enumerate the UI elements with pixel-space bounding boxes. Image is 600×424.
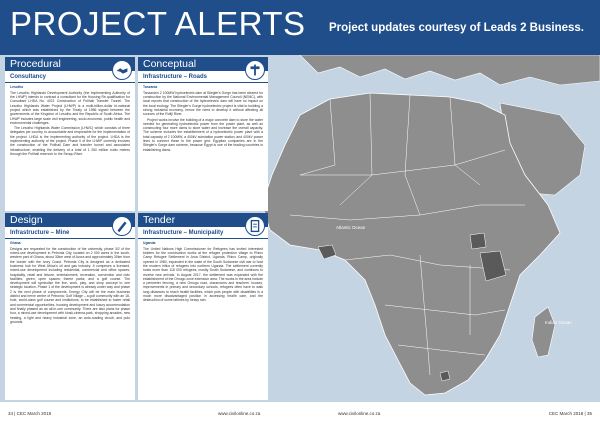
footer-left: 34 | CEC March 2018: [8, 411, 52, 416]
procedural-paragraph: The Lesotho Highlands Development Authority (the implementing Authority of the LHWP) intends to contract a consultant for the Housing Re-qualification for Consultant LHDA No. 4021 Construction of Polihali Transfer Tunnel. The Lesotho Highlands Water Project (LHWP) is a multi-billion-dollar bi-national project which was established by the Treaty of 1986 signed between the governments of the Kingdom of Lesotho and the Republic of South Africa. The LHWP includes large scale civil engineering, socio-economic, public health and environmental challenges.: [10, 90, 130, 125]
design-title: Design: [5, 213, 135, 227]
conceptual-paragraph: Tanzania's 2 100MW hydroelectric dam at Stiegler's Gorge has been cleared for construction by the National Environmental Management Council (NEMC), with local reports that construction of the hydroelectric dam will have no impact on the local ecology. The Stiegler's Gorge hydroelectric project is vital to building a strong industrial economy, hence the need to develop it without affecting all sources of the Rufiji River.: [143, 90, 263, 117]
tender-panel: [138, 213, 268, 400]
conceptual-panel: [138, 57, 268, 211]
page-subtitle: Project updates courtesy of Leads 2 Business.: [329, 22, 584, 34]
tender-category: Infrastructure – Municipality: [138, 227, 268, 239]
pencil-ruler-icon: [112, 216, 132, 236]
lesotho-region: [440, 371, 450, 381]
design-country: Ghana: [10, 241, 21, 245]
conceptual-paragraph: Project works involve the building of a major concrete dam to store the water needed for generating hydroelectric power from the power plant, as well as constructing four more dams to store water and increase the overall capacity. The scheme includes the establishment of a hydroelectric power plant with a total capacity of 2 100MW, a 400kV substation power station, and 400kV power lines to connect these to the power grid. Egyptian companies are in the Stiegler's Gorge dam scheme, because Egypt is one of the leading countries in establishing dams.: [143, 117, 263, 152]
footer-url-right[interactable]: www.civilonline.co.za: [338, 411, 381, 416]
procedural-title: Procedural: [5, 57, 135, 71]
procedural-category: Consultancy: [5, 71, 135, 83]
document-icon: [245, 216, 265, 236]
conceptual-country: Tanzania: [143, 85, 158, 89]
uganda-region: [470, 233, 486, 249]
header-banner: [0, 0, 600, 55]
procedural-paragraph: The Lesotho Highlands Water Commission (LHWC) which consists of three delegates per country, to accountable and responsible for the implementation of the project. LHDA is the implementing authority of the project. LHDA is the implementing authority of the project. Phase II of the LHWP currently involves the construction of the Polihali Dam and transfer tunnel and associated infrastructure, enabling the delivery of a total of 1 260 million cubic metres through the Polihali reservoir to the Senqu River.: [10, 126, 130, 156]
page-footer: [0, 402, 600, 424]
page-title: PROJECT ALERTS: [10, 5, 306, 42]
indian-ocean-label: Indian Ocean: [545, 320, 572, 325]
design-paragraph: Designs are requested for the construction of the university, phase 3/2 of the mixed-use development in Petronia City, located on 2 000 acres in the south-western part of Ghana, about 30km west of Accra and approximately 30km from the border with the Ivory Coast. Petronia City is designed as a dedicated business hub for West Africa's oil and gas industry. It comprises a licensed, mixed-use development including residential, commercial and office spaces; hospitality, retail and leisure, entertainment, recreation, convention and civic facilities; green, open spaces; theme parks; and a golf course. The development will symbolise the live, work, play, and shop concept to one strategic location. Phase 1 of the development is already under way and phase 2 is the next phase of components. Energy City will be the main business district and nerve centre of Petronia; Golf Village – a golf community with an 18-hole, world-class golf course and institutions; to be established to foster retail and commercial opportunities, housing development and luxury accommodation and finally phased as an all-in-one community. There are also plans for phase four, a mixed-use development with kiosk-cinema-park, shopping arcades, new heating, a light and heavy industrial zone, an auto-roading circuit, and polo grounds.: [10, 246, 130, 324]
procedural-panel: [5, 57, 135, 211]
footer-right: CEC March 2018 | 35: [548, 411, 592, 416]
tender-country: Uganda: [143, 241, 156, 245]
handshake-icon: [112, 60, 132, 80]
design-category: Infrastructure – Mine: [5, 227, 135, 239]
tender-title: Tender: [138, 213, 268, 227]
procedural-country: Lesotho: [10, 85, 24, 89]
design-panel: [5, 213, 135, 400]
footer-url-left[interactable]: www.civilonline.co.za: [218, 411, 261, 416]
conceptual-category: Infrastructure – Roads: [138, 71, 268, 83]
conceptual-body: [143, 85, 263, 209]
procedural-body: [10, 85, 130, 209]
conceptual-title: Conceptual: [138, 57, 268, 71]
road-sign-icon: [245, 60, 265, 80]
tender-paragraph: The United Nations High Commissioner for Refugees has invited interested bidders for the construction works at the refugee protection village to Rhino Camp Refugee Settlement in Arua District, Uganda. Rhino Camp, originally opened in 1980, expanded in the wake of the South Sudanese civil war to host the modern influx of refugees into northern Uganda. The settlement currently hosts more than 118 000 refugees, mostly South Sudanese, and continues to receive new arrivals. In August 2017, the settlement was expanded with the establishment of the Omugo zone extension area. The works in the area include a perimeter fencing, a new Omugo road, classrooms and teachers' houses, improvements in primary and secondary schools, refugees often have to walk long distances to reach health facilities, which puts people with disabilities in a much more disadvantaged position in accessing health care, and the destruction of some latrines by heavy rain.: [143, 246, 263, 303]
tender-body: [143, 241, 263, 398]
design-body: [10, 241, 130, 398]
atlantic-ocean-label: Atlantic Ocean: [336, 225, 366, 230]
